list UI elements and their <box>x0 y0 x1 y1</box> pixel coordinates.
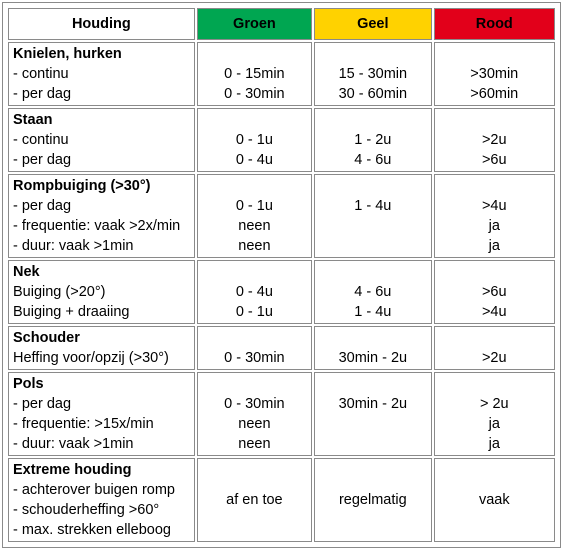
geel-value: regelmatig <box>338 491 407 508</box>
groen-value: 0 - 30min <box>224 86 285 102</box>
rood-value: ja <box>488 217 500 234</box>
posture-subline: - per dag <box>13 395 72 412</box>
groen-value: neen <box>238 237 271 254</box>
geel-value: 4 - 6u <box>354 284 392 301</box>
posture-subline: - achterover buigen romp <box>13 481 175 498</box>
groen-value: 0 - 15min <box>224 66 285 82</box>
geel-value: 15 - 30min <box>338 66 408 82</box>
posture-title: Staan <box>13 111 53 128</box>
rood-value: vaak <box>478 491 510 508</box>
geel-cell <box>314 260 431 324</box>
groen-cell <box>197 174 312 258</box>
table-row <box>8 458 555 542</box>
posture-subline: - schouderheffing >60° <box>13 501 160 518</box>
groen-value: 0 - 1u <box>235 197 273 214</box>
geel-value: 30min - 2u <box>338 349 408 366</box>
groen-cell <box>197 260 312 324</box>
groen-value: 0 - 1u <box>235 304 273 321</box>
rood-cell <box>434 260 555 324</box>
posture-subline: - frequentie: >15x/min <box>13 415 154 432</box>
table-row <box>8 108 555 172</box>
posture-subline: - continu <box>13 66 69 82</box>
groen-value: neen <box>238 415 271 432</box>
posture-subline: - continu <box>13 131 69 148</box>
table-row <box>8 372 555 456</box>
geel-value: 30 - 60min <box>338 86 408 102</box>
rood-value: ja <box>488 435 500 452</box>
posture-subline: - per dag <box>13 151 72 168</box>
rood-value: ja <box>488 415 500 432</box>
header-row <box>8 8 555 40</box>
rood-value: ja <box>488 237 500 254</box>
groen-value: af en toe <box>226 491 283 508</box>
posture-title: Pols <box>13 375 44 392</box>
groen-value: 0 - 4u <box>235 284 273 301</box>
geel-cell <box>314 458 431 542</box>
posture-label-cell <box>8 260 195 324</box>
geel-value: 30min - 2u <box>338 395 408 412</box>
geel-value: 4 - 6u <box>354 151 392 168</box>
posture-subline: - frequentie: vaak >2x/min <box>13 217 181 234</box>
groen-value: neen <box>238 217 271 234</box>
rood-value: > 2u <box>479 395 509 412</box>
rood-value: >6u <box>481 284 507 301</box>
geel-cell <box>314 174 431 258</box>
header-geel: Geel <box>314 8 431 40</box>
header-houding: Houding <box>8 8 195 40</box>
rood-cell <box>434 372 555 456</box>
geel-value: 1 - 2u <box>354 131 392 148</box>
geel-cell <box>314 42 431 106</box>
groen-value: 0 - 30min <box>224 395 285 412</box>
groen-cell <box>197 42 312 106</box>
header-groen: Groen <box>197 8 312 40</box>
groen-value: 0 - 1u <box>235 131 273 148</box>
posture-title: Rompbuiging (>30°) <box>13 177 151 194</box>
rood-cell <box>434 108 555 172</box>
groen-cell <box>197 108 312 172</box>
rood-cell <box>434 326 555 370</box>
geel-value: 1 - 4u <box>354 197 392 214</box>
groen-cell <box>197 372 312 456</box>
posture-table <box>6 6 557 544</box>
posture-label-cell <box>8 372 195 456</box>
rood-cell <box>434 42 555 106</box>
groen-cell <box>197 326 312 370</box>
groen-value: 0 - 30min <box>224 349 285 366</box>
posture-table-frame <box>2 2 561 548</box>
posture-title: Schouder <box>13 329 80 346</box>
posture-subline: - duur: vaak >1min <box>13 435 134 452</box>
posture-label-cell <box>8 458 195 542</box>
header-rood: Rood <box>434 8 555 40</box>
groen-cell <box>197 458 312 542</box>
geel-cell <box>314 326 431 370</box>
rood-value: >2u <box>481 131 507 148</box>
geel-cell <box>314 108 431 172</box>
rood-value: >6u <box>481 151 507 168</box>
groen-value: neen <box>238 435 271 452</box>
table-row <box>8 260 555 324</box>
posture-label-cell <box>8 174 195 258</box>
posture-title: Extreme houding <box>13 461 132 478</box>
posture-subline: - per dag <box>13 86 72 102</box>
rood-value: >4u <box>481 304 507 321</box>
posture-label-cell <box>8 326 195 370</box>
posture-subline: - per dag <box>13 197 72 214</box>
table-row <box>8 174 555 258</box>
rood-value: >30min <box>470 66 519 82</box>
posture-subline: Buiging + draaiing <box>13 304 130 321</box>
rood-cell <box>434 458 555 542</box>
table-row <box>8 326 555 370</box>
posture-subline: Heffing voor/opzij (>30°) <box>13 349 169 366</box>
geel-value: 1 - 4u <box>354 304 392 321</box>
posture-subline: - max. strekken elleboog <box>13 521 171 538</box>
groen-value: 0 - 4u <box>235 151 273 168</box>
posture-subline: - duur: vaak >1min <box>13 237 134 254</box>
posture-subline: Buiging (>20°) <box>13 284 106 301</box>
rood-value: >2u <box>481 349 507 366</box>
posture-label-cell <box>8 108 195 172</box>
rood-value: >60min <box>470 86 519 102</box>
posture-title: Nek <box>13 264 40 281</box>
rood-cell <box>434 174 555 258</box>
posture-label-cell <box>8 42 195 106</box>
geel-cell <box>314 372 431 456</box>
table-row <box>8 42 555 106</box>
posture-title: Knielen, hurken <box>13 46 122 62</box>
rood-value: >4u <box>481 197 507 214</box>
